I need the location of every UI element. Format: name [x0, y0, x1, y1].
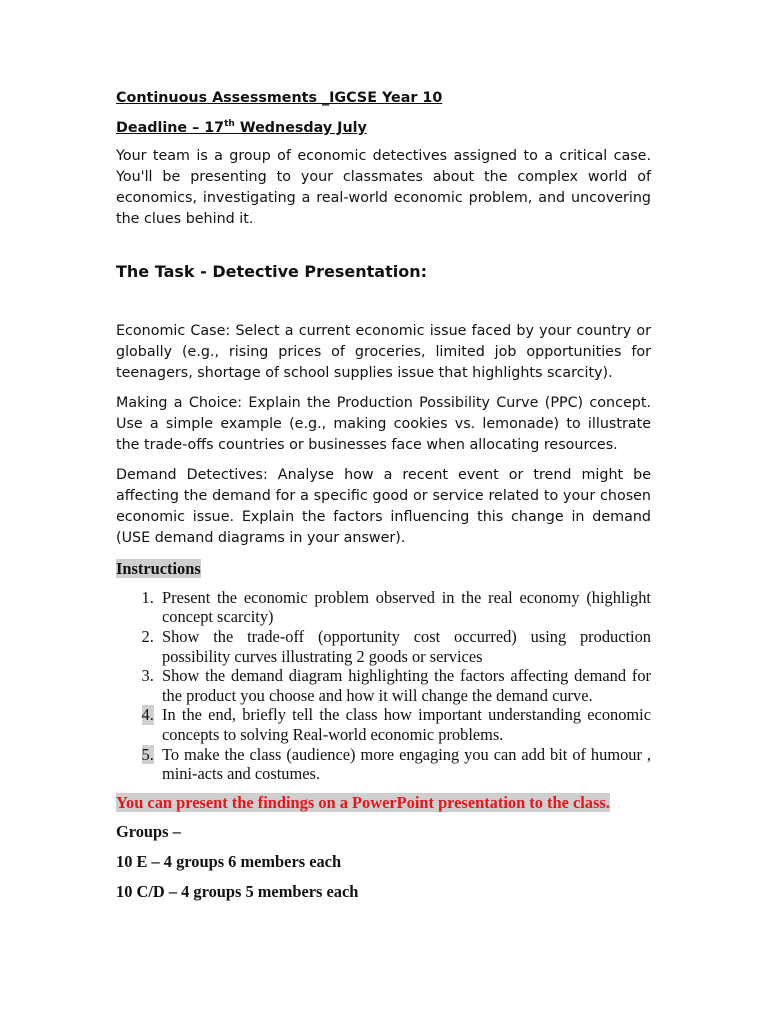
list-number: 2. [141, 627, 154, 647]
task-demand-detectives: Demand Detectives: Analyse how a recent event or trend might be affecting the demand for a specific good or service related to your chosen economic issue. Explain the factors influencing this change in demand (USE demand diagrams in your answer). [116, 467, 651, 546]
powerpoint-note [116, 793, 651, 813]
task-economic-case: Economic Case: Select a current economic issue faced by your country or globally (e.g., rising prices of groceries, limited job opportunities for teenagers, shortage of school supplies issue that highlights scarcity). [116, 323, 651, 381]
intro-paragraph: Your team is a group of economic detectives assigned to a critical case. You'll be presenting to your classmates about the complex world of economics, investigating a real-world economic problem, and uncovering the clues behind it. [116, 148, 651, 227]
list-item [116, 666, 651, 705]
deadline-suffix: Wednesday July [234, 119, 367, 136]
deadline-line [116, 118, 651, 139]
instructions-heading [116, 559, 651, 579]
groups-heading: Groups – [116, 822, 181, 842]
list-item-text: Show the trade-off (opportunity cost occurred) using production possibility curves illustrating 2 goods or services [162, 627, 651, 666]
document-page [116, 86, 651, 901]
list-item [116, 588, 651, 627]
list-item-text: Present the economic problem observed in the real economy (highlight concept scarcity) [162, 587, 651, 627]
deadline-prefix: Deadline – 17 [116, 119, 225, 136]
groups-10cd: 10 C/D – 4 groups 5 members each [116, 881, 359, 901]
list-item-text: Show the demand diagram highlighting the factors affecting demand for the product you choose and how it will change the demand curve. [162, 666, 651, 705]
list-number: 4. [141, 705, 154, 725]
list-number: 5. [141, 744, 154, 764]
list-number: 1. [141, 587, 154, 607]
list-item [116, 745, 651, 784]
list-item-text: In the end, briefly tell the class how important understanding economic concepts to solving Real-world economic problems. [162, 705, 651, 744]
instructions-heading-text: Instructions [116, 559, 201, 579]
list-item [116, 627, 651, 666]
groups-10e: 10 E – 4 groups 6 members each [116, 851, 342, 871]
task-heading: The Task - Detective Presentation: [116, 262, 428, 282]
list-number: 3. [141, 666, 154, 686]
task-making-a-choice: Making a Choice: Explain the Production Possibility Curve (PPC) concept. Use a simple example (e.g., making cookies vs. lemonade) to illustrate the trade-offs countries or businesses face when allocating resources. [116, 395, 651, 453]
document-title: Continuous Assessments _IGCSE Year 10 [116, 90, 443, 106]
instructions-list [116, 588, 651, 784]
powerpoint-note-text: You can present the findings on a PowerPoint presentation to the class. [116, 792, 610, 812]
list-item-text: To make the class (audience) more engaging you can add bit of humour , mini-acts and costumes. [162, 744, 651, 784]
list-item [116, 705, 651, 744]
deadline-ordinal: th [224, 118, 235, 129]
